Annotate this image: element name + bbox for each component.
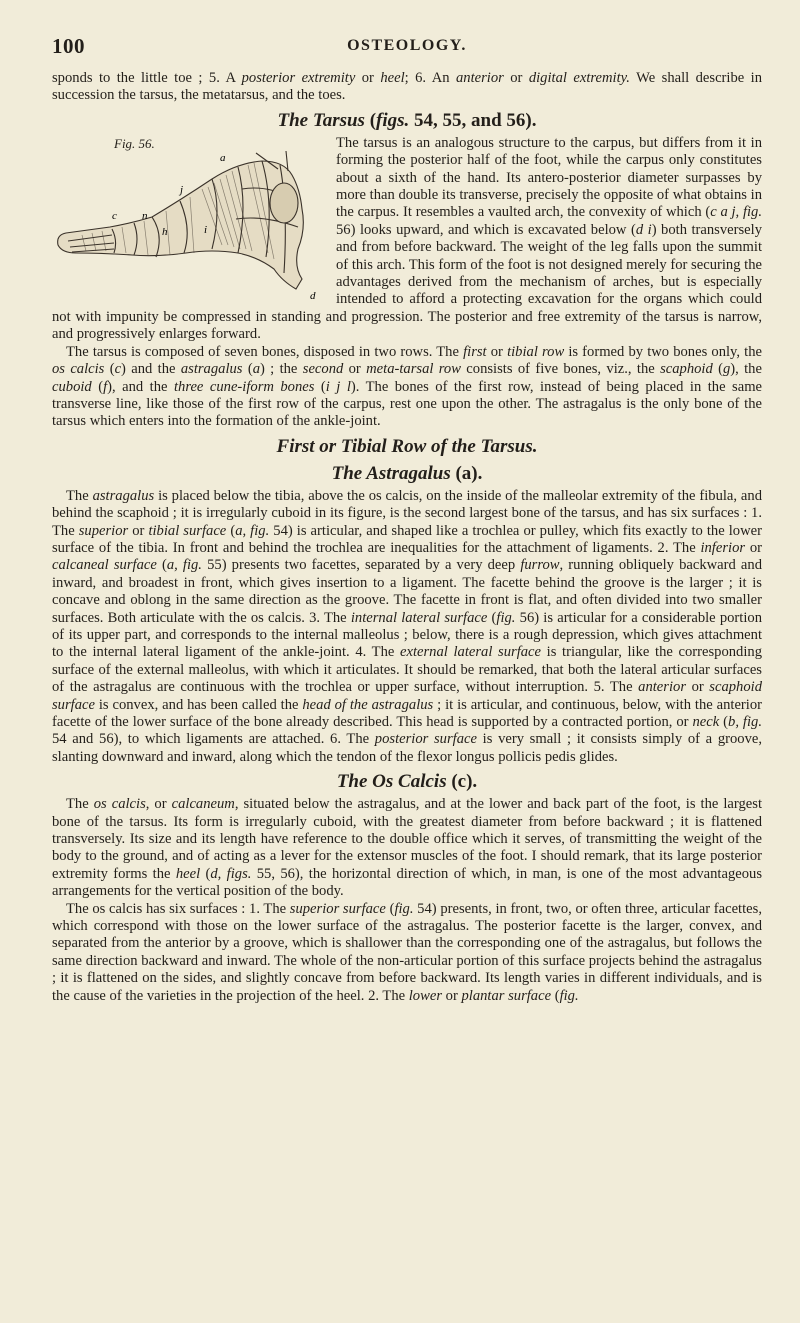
paragraph-tarsus-bones: The tarsus is composed of seven bones, disposed in two rows. The first or tibial row is formed by two bones only, the os calcis (c) and the astragalus (a) ; the second or meta-tarsal row consists of five bones, viz., the scaphoid (g), the cuboid (f), and the three cune-iform bones (i j l). The bones of the first row, instead of being placed in the same transverse line, like those of the first row of the carpus, rest one upon the other. The astragalus is the only bone of the tarsus which enters into the formation of the ankle-joint. bbox=[52, 343, 763, 430]
paragraph-intro: sponds to the little toe ; 5. A posterior extremity or heel; 6. An anterior or digital extremity. We shall describe in succession the tarsus, the metatarsus, and the toes. bbox=[52, 70, 763, 104]
figure-label: Fig. 56. bbox=[114, 135, 155, 151]
heading-tarsus: The Tarsus (figs. 54, 55, and 56). bbox=[277, 109, 537, 131]
fig-letter-i: i bbox=[204, 223, 208, 236]
paragraph-tarsus-structure: Fig. 56. a j c n h i d The tarsus is an analogous structure to the carpus, but differs from it in forming the posterior half of the foot, while the carpus only constitutes about a sixth of the hand. Its antero-posterior diameter surpasses by more than double its transverse, precisely the opposite of what obtains in the carpus. It resembles a vaulted arch, the convexity of which (c a j, fig. 56) looks upward, and which is excavated below (d i) both transversely and from before backward. The weight of the leg falls upon the summit of this arch. This form of the foot is not designed merely for securing the advantages derived from the mechanism of arches, but is especially intended to afford a protecting excavation for the organs which could not with impunity be compressed in standing and progression. The posterior and free extremity of the tarsus is narrow, and progressively enlarges forward. bbox=[52, 134, 763, 343]
fig-letter-h: h bbox=[162, 225, 168, 238]
paragraph-os-calcis: The os calcis, or calcaneum, situated below the astragalus, and at the lower and back part of the foot, is the largest bone of the tarsus. Its form is irregularly cuboid, with the greatest diameter from before backward ; it is flattened transversely. Its size and its length have reference to the double office which it serves, of transmitting the weight of the body to the ground, and of acting as a lever for the extensor muscles of the foot. I should remark, that its large posterior extremity forms the heel (d, figs. 55, 56), the horizontal direction of which, in man, is one of the most advantageous arrangements for the vertical position of the body. bbox=[52, 796, 762, 900]
heading-first-row: First or Tibial Row of the Tarsus. bbox=[276, 435, 538, 457]
running-head bbox=[52, 34, 762, 56]
heading-os-calcis: The Os Calcis (c). bbox=[336, 771, 478, 793]
foot-skeleton-illustration bbox=[52, 149, 324, 305]
figure-56 bbox=[52, 135, 324, 305]
fig-letter-d: d bbox=[310, 289, 316, 302]
heading-astragalus: The Astragalus (a). bbox=[331, 462, 483, 484]
fig-letter-n: n bbox=[142, 209, 148, 222]
fig-letter-c: c bbox=[112, 209, 117, 222]
running-title: OSTEOLOGY. bbox=[347, 37, 467, 54]
fig-letter-a: a bbox=[220, 151, 226, 164]
page-number: 100 bbox=[52, 34, 85, 58]
paragraph-astragalus: The astragalus is placed below the tibia, above the os calcis, on the inside of the malleolar extremity of the fibula, and behind the scaphoid ; it is irregularly cuboid in its figure, is the second largest bone of the tarsus, and has six surfaces : 1. The superior or tibial surface (a, fig. 54) is articular, and shaped like a trochlea or pulley, which fits exactly to the lower surface of the tibia. In front and behind the trochlea are inequalities for the attachment of ligaments. 2. The inferior or calcaneal surface (a, fig. 55) presents two facettes, separated by a very deep furrow, running obliquely backward and inward, and broadest in front, which gives insertion to a ligament. The facette behind the groove is the larger ; it is concave and oblong in the same direction as the groove. The facette in front is flat, and often divided into two smaller surfaces. Both articulate with the os calcis. 3. The internal lateral surface (fig. 56) is articular for a considerable portion of its upper part, and corresponds to the internal malleolus ; below, there is a rough depression, which gives attachment to the internal lateral ligament of the ankle-joint. 4. The external lateral surface is triangular, like the corresponding surface of the external malleolus, with which it articulates. It should be remarked, that both the lateral articular surfaces of the astragalus are continuous with the trochlea or upper surface, without interruption. 5. The anterior or scaphoid surface is convex, and has been called the head of the astragalus ; it is articular, and continuous, below, with the anterior facette of the lower surface of the bone already described. This head is supported by a contracted portion, or neck (b, fig. 54 and 56), to which ligaments are attached. 6. The posterior surface is very small ; it consists simply of a groove, slanting downward and inward, along which the tendon of the flexor longus pollicis pedis glides. bbox=[52, 487, 763, 765]
fig-letter-j: j bbox=[180, 183, 184, 196]
paragraph-os-calcis-surfaces: The os calcis has six surfaces : 1. The superior surface (fig. 54) presents, in front, two, or often three, articular facettes, which correspond with those on the lower surface of the astragalus. The posterior facette is the larger, convex, and separated from the anterior by a groove, which is shallower than the corresponding one of the astragalus, but follows the same direction backward and inward. The whole of the non-articular portion of this surface projects behind the astragalus ; it is flattened on the sides, and slightly concave from before backward. Its length varies in different individuals, and is the cause of the varieties in the projection of the heel. 2. The lower or plantar surface (fig. bbox=[52, 900, 762, 1004]
